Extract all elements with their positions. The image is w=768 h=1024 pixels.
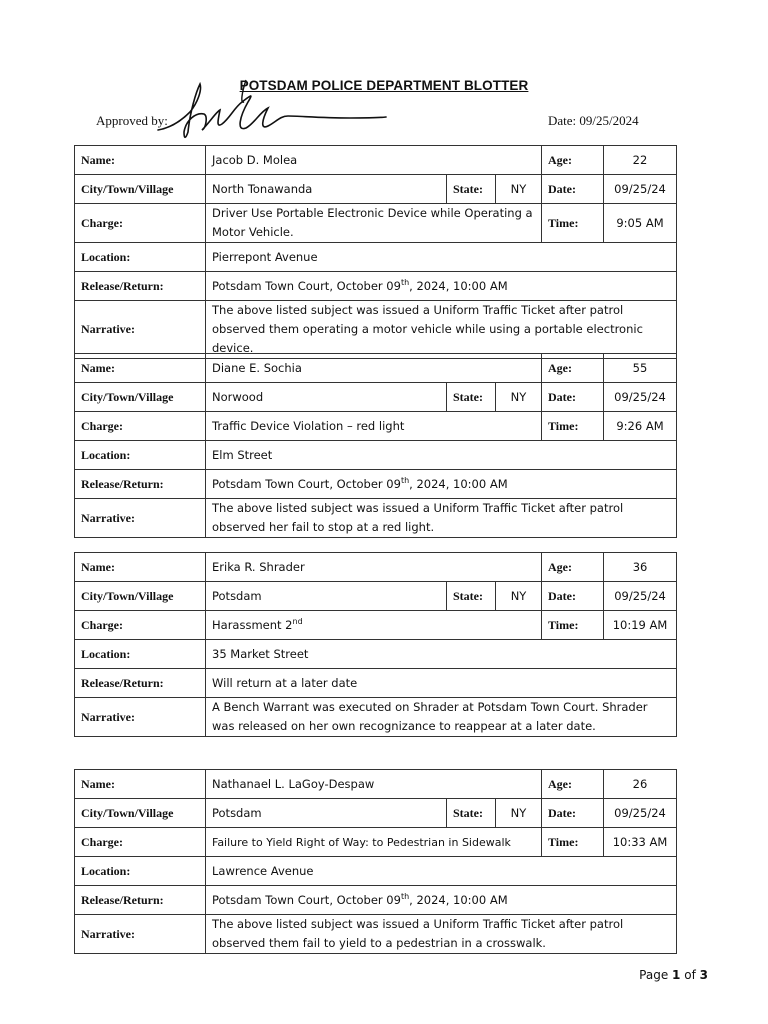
narrative-value: The above listed subject was issued a Uniform Traffic Ticket after patrol observed them fail to yield to a pedestrian in a crosswalk. <box>206 915 677 954</box>
city-label: City/Town/Village <box>75 175 206 204</box>
time-value: 9:26 AM <box>604 412 677 441</box>
charge-label: Charge: <box>75 412 206 441</box>
narrative-value: The above listed subject was issued a Uniform Traffic Ticket after patrol observed them operating a motor vehicle while using a portable electronic device. <box>206 301 677 359</box>
city-value: Norwood <box>206 383 447 412</box>
state-label: State: <box>447 175 496 204</box>
age-label: Age: <box>542 553 604 582</box>
page-number: Page 1 of 3 <box>639 968 708 982</box>
release-label: Release/Return: <box>75 886 206 915</box>
state-value: NY <box>496 799 542 828</box>
time-label: Time: <box>542 828 604 857</box>
time-label: Time: <box>542 412 604 441</box>
state-value: NY <box>496 582 542 611</box>
blotter-record <box>74 769 677 954</box>
date-value: 09/25/24 <box>604 582 677 611</box>
date-value: 09/25/24 <box>604 799 677 828</box>
time-value: 10:33 AM <box>604 828 677 857</box>
location-label: Location: <box>75 243 206 272</box>
release-label: Release/Return: <box>75 272 206 301</box>
age-value: 22 <box>604 146 677 175</box>
charge-value: Harassment 2nd <box>206 611 542 640</box>
time-value: 10:19 AM <box>604 611 677 640</box>
charge-label: Charge: <box>75 611 206 640</box>
time-value: 9:05 AM <box>604 204 677 243</box>
location-value: 35 Market Street <box>206 640 677 669</box>
state-label: State: <box>447 383 496 412</box>
charge-label: Charge: <box>75 828 206 857</box>
date-label: Date: <box>542 175 604 204</box>
location-value: Pierrepont Avenue <box>206 243 677 272</box>
name-value: Diane E. Sochia <box>206 354 542 383</box>
charge-label: Charge: <box>75 204 206 243</box>
location-label: Location: <box>75 640 206 669</box>
name-value: Nathanael L. LaGoy-Despaw <box>206 770 542 799</box>
release-value: Potsdam Town Court, October 09th, 2024, 10:00 AM <box>206 470 677 499</box>
date-value: 09/25/24 <box>604 383 677 412</box>
age-value: 36 <box>604 553 677 582</box>
city-value: Potsdam <box>206 799 447 828</box>
date-label: Date: <box>542 582 604 611</box>
date-label: Date: <box>542 383 604 412</box>
narrative-label: Narrative: <box>75 698 206 737</box>
release-value: Potsdam Town Court, October 09th, 2024, 10:00 AM <box>206 272 677 301</box>
location-label: Location: <box>75 441 206 470</box>
blotter-record <box>74 145 677 359</box>
narrative-value: The above listed subject was issued a Uniform Traffic Ticket after patrol observed her fail to stop at a red light. <box>206 499 677 538</box>
charge-value: Traffic Device Violation – red light <box>206 412 542 441</box>
city-label: City/Town/Village <box>75 582 206 611</box>
blotter-record <box>74 552 677 737</box>
name-label: Name: <box>75 553 206 582</box>
city-value: Potsdam <box>206 582 447 611</box>
location-value: Elm Street <box>206 441 677 470</box>
age-value: 26 <box>604 770 677 799</box>
blotter-date: Date: 09/25/2024 <box>548 113 639 128</box>
time-label: Time: <box>542 611 604 640</box>
state-label: State: <box>447 799 496 828</box>
name-label: Name: <box>75 354 206 383</box>
location-value: Lawrence Avenue <box>206 857 677 886</box>
approved-by-label: Approved by: <box>96 113 168 128</box>
narrative-label: Narrative: <box>75 915 206 954</box>
release-label: Release/Return: <box>75 470 206 499</box>
narrative-value: A Bench Warrant was executed on Shrader at Potsdam Town Court. Shrader was released on her own recognizance to reappear at a later date. <box>206 698 677 737</box>
age-label: Age: <box>542 770 604 799</box>
age-label: Age: <box>542 354 604 383</box>
name-value: Erika R. Shrader <box>206 553 542 582</box>
release-value: Potsdam Town Court, October 09th, 2024, 10:00 AM <box>206 886 677 915</box>
charge-value: Driver Use Portable Electronic Device while Operating a Motor Vehicle. <box>206 204 542 243</box>
page-title: POTSDAM POLICE DEPARTMENT BLOTTER <box>239 78 529 93</box>
name-label: Name: <box>75 770 206 799</box>
state-value: NY <box>496 383 542 412</box>
blotter-record <box>74 353 677 538</box>
time-label: Time: <box>542 204 604 243</box>
narrative-label: Narrative: <box>75 301 206 359</box>
state-value: NY <box>496 175 542 204</box>
city-value: North Tonawanda <box>206 175 447 204</box>
state-label: State: <box>447 582 496 611</box>
release-value: Will return at a later date <box>206 669 677 698</box>
release-label: Release/Return: <box>75 669 206 698</box>
date-label: Date: <box>542 799 604 828</box>
age-value: 55 <box>604 354 677 383</box>
age-label: Age: <box>542 146 604 175</box>
location-label: Location: <box>75 857 206 886</box>
charge-value: Failure to Yield Right of Way: to Pedestrian in Sidewalk <box>206 828 542 857</box>
name-label: Name: <box>75 146 206 175</box>
name-value: Jacob D. Molea <box>206 146 542 175</box>
date-value: 09/25/24 <box>604 175 677 204</box>
city-label: City/Town/Village <box>75 383 206 412</box>
signature-image <box>150 72 390 152</box>
narrative-label: Narrative: <box>75 499 206 538</box>
city-label: City/Town/Village <box>75 799 206 828</box>
